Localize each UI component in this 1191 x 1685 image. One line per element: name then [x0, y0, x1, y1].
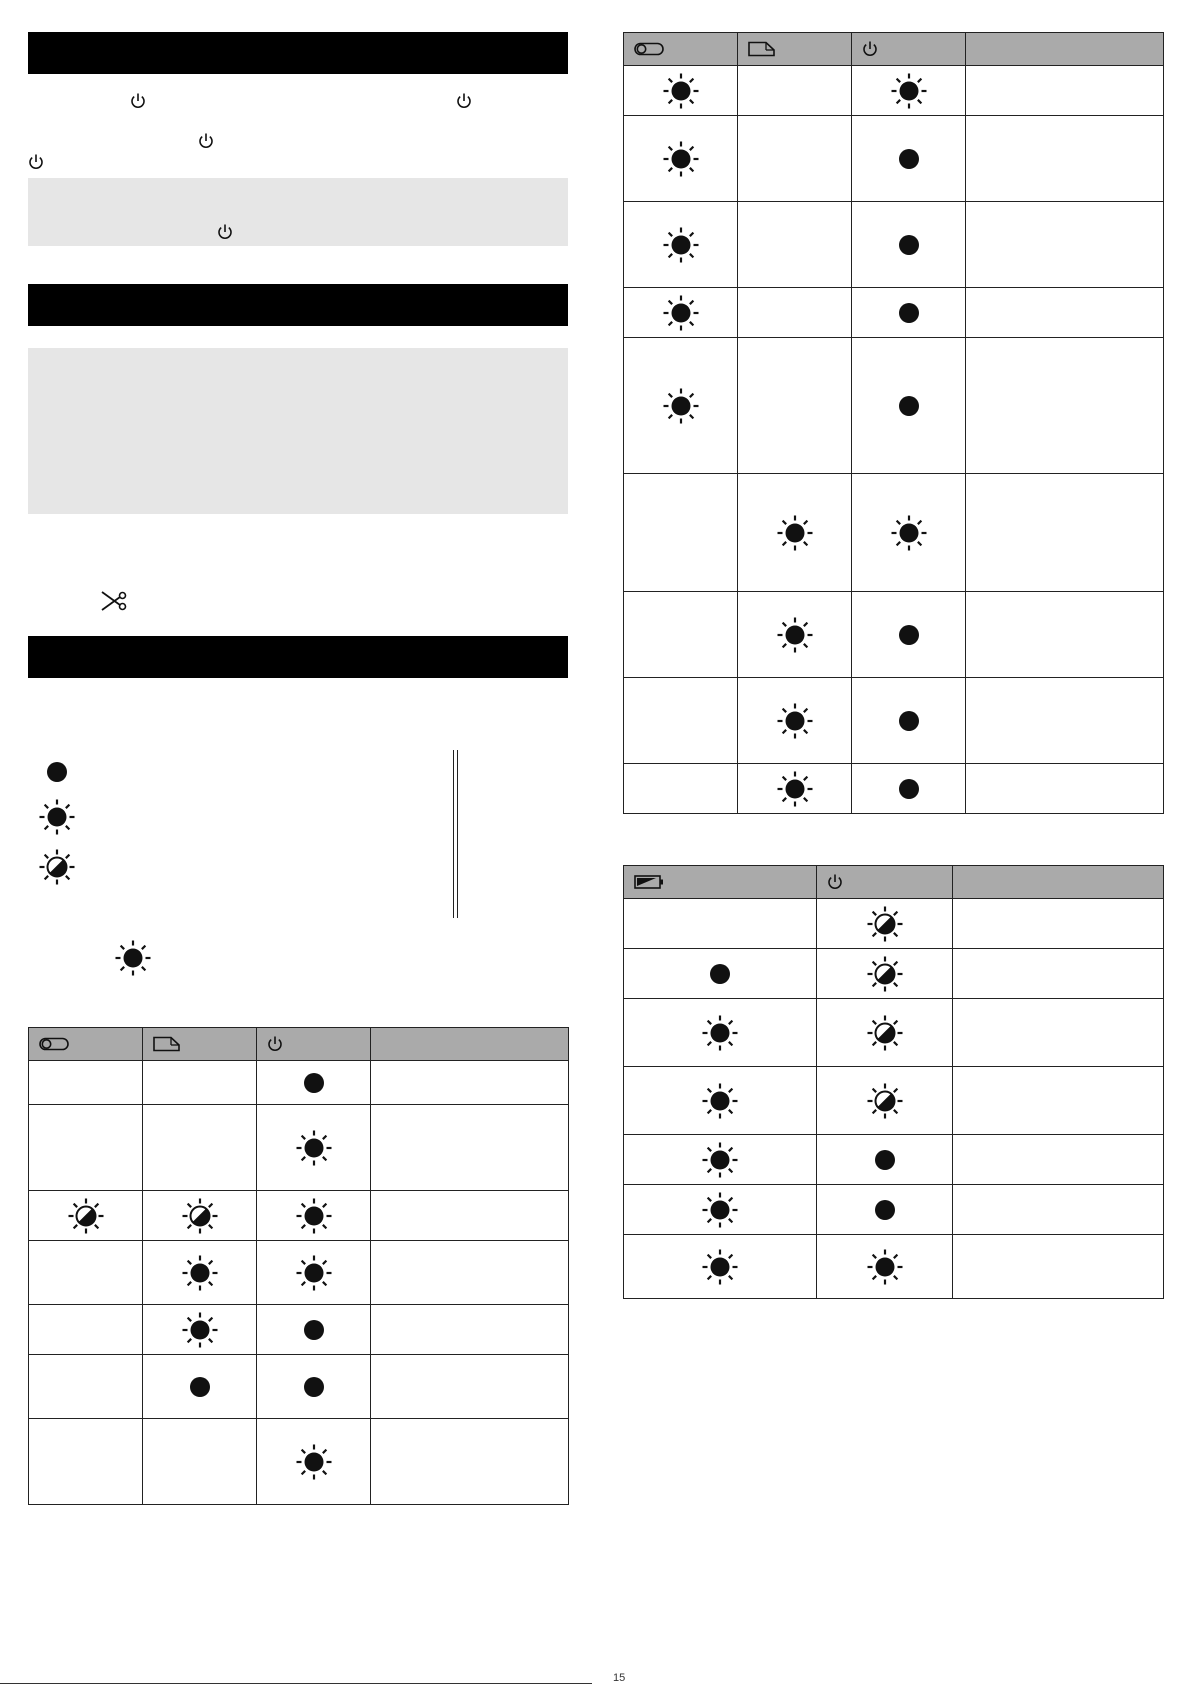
table-cell — [624, 288, 738, 338]
table-cell — [817, 1067, 953, 1135]
table-row — [624, 1067, 1164, 1135]
table-cell — [624, 592, 738, 678]
section-header-bar-2 — [28, 284, 568, 326]
label-led-icon — [153, 1036, 181, 1052]
col-header-power — [852, 33, 966, 66]
table-cell — [953, 899, 1164, 949]
table-cell — [738, 202, 852, 288]
table-row — [624, 764, 1164, 814]
led-flash-icon — [295, 1129, 333, 1167]
table-row — [624, 899, 1164, 949]
led-flash-icon — [890, 514, 928, 552]
col-header-label-led — [143, 1028, 257, 1061]
legend-divider — [453, 750, 458, 918]
table-cell — [371, 1419, 569, 1505]
table-row — [624, 1135, 1164, 1185]
led-flash-icon — [776, 514, 814, 552]
table-row — [624, 202, 1164, 288]
table-cell — [371, 1105, 569, 1191]
col-header-power — [257, 1028, 371, 1061]
battery-status-table — [623, 865, 1164, 1299]
table-cell — [143, 1419, 257, 1505]
table-cell — [966, 474, 1164, 592]
table-cell — [624, 116, 738, 202]
table-cell — [257, 1305, 371, 1355]
led-half-flash-icon — [866, 955, 904, 993]
footer-rule — [0, 1683, 592, 1684]
table-cell — [29, 1191, 143, 1241]
table-cell — [257, 1105, 371, 1191]
table-cell — [371, 1241, 569, 1305]
table-cell — [371, 1305, 569, 1355]
led-flash-icon — [295, 1254, 333, 1292]
led-solid-icon — [874, 1149, 896, 1171]
table-cell — [852, 764, 966, 814]
led-flash-icon — [662, 387, 700, 425]
table-cell — [624, 1067, 817, 1135]
table-cell — [852, 592, 966, 678]
table-cell — [817, 949, 953, 999]
table-cell — [738, 678, 852, 764]
table-row — [29, 1191, 569, 1241]
led-solid-icon — [898, 302, 920, 324]
led-status-table-left — [28, 1027, 569, 1505]
table-cell — [143, 1061, 257, 1105]
led-flash-icon — [295, 1197, 333, 1235]
table-cell — [817, 1185, 953, 1235]
table-cell — [817, 1235, 953, 1299]
col-header-description — [966, 33, 1164, 66]
led-solid-icon — [709, 963, 731, 985]
led-solid-icon — [303, 1072, 325, 1094]
table-cell — [852, 202, 966, 288]
table-cell — [624, 474, 738, 592]
label-led-icon — [748, 41, 776, 57]
table-cell — [29, 1419, 143, 1505]
status-led-icon — [634, 42, 664, 56]
led-flash-icon — [181, 1311, 219, 1349]
table-row — [624, 1185, 1164, 1235]
led-solid-icon — [874, 1199, 896, 1221]
power-icon — [130, 92, 146, 115]
table-cell — [29, 1355, 143, 1419]
led-solid-icon — [898, 148, 920, 170]
table-cell — [143, 1305, 257, 1355]
led-flash-icon — [662, 294, 700, 332]
led-solid-icon — [898, 395, 920, 417]
table-cell — [29, 1305, 143, 1355]
table-cell — [624, 999, 817, 1067]
col-header-status-led — [624, 33, 738, 66]
table-row — [624, 999, 1164, 1067]
table-cell — [817, 999, 953, 1067]
table-cell — [624, 899, 817, 949]
table-cell — [624, 1235, 817, 1299]
table-cell — [852, 288, 966, 338]
led-flash-icon — [662, 226, 700, 264]
table-cell — [738, 66, 852, 116]
table-cell — [852, 66, 966, 116]
table-cell — [257, 1241, 371, 1305]
power-icon — [217, 223, 233, 246]
table-cell — [953, 1235, 1164, 1299]
table-row — [624, 338, 1164, 474]
led-flash-icon — [114, 939, 152, 982]
table-cell — [624, 66, 738, 116]
led-flash-icon — [662, 140, 700, 178]
table-cell — [852, 678, 966, 764]
table-cell — [817, 1135, 953, 1185]
table-cell — [29, 1061, 143, 1105]
led-solid-icon — [898, 710, 920, 732]
status-led-icon — [39, 1037, 69, 1051]
table-cell — [257, 1419, 371, 1505]
section-header-bar-1 — [28, 32, 568, 74]
led-flash-icon — [701, 1082, 739, 1120]
table-row — [624, 474, 1164, 592]
table-cell — [738, 338, 852, 474]
table-cell — [371, 1355, 569, 1419]
led-solid-icon — [898, 234, 920, 256]
led-half-flash-icon — [67, 1197, 105, 1235]
page-number: 15 — [613, 1672, 626, 1684]
table-row — [29, 1305, 569, 1355]
table-row — [624, 66, 1164, 116]
led-solid-icon — [303, 1319, 325, 1341]
col-header-description — [953, 866, 1164, 899]
table-row — [29, 1061, 569, 1105]
battery-icon — [634, 874, 664, 890]
led-flash-icon — [776, 616, 814, 654]
led-flash-icon — [701, 1141, 739, 1179]
power-icon — [198, 132, 214, 155]
table-cell — [966, 678, 1164, 764]
col-header-power — [817, 866, 953, 899]
note-box-2 — [28, 348, 568, 514]
power-icon — [267, 1035, 283, 1053]
led-half-flash-icon — [866, 1082, 904, 1120]
table-cell — [966, 288, 1164, 338]
led-flash-icon — [295, 1443, 333, 1481]
table-cell — [966, 592, 1164, 678]
led-solid-icon — [46, 761, 68, 788]
table-cell — [624, 1185, 817, 1235]
led-flash-icon — [701, 1248, 739, 1286]
table-cell — [738, 116, 852, 202]
table-cell — [143, 1241, 257, 1305]
table-cell — [738, 474, 852, 592]
table-cell — [143, 1191, 257, 1241]
led-flash-icon — [701, 1014, 739, 1052]
table-row — [29, 1419, 569, 1505]
table-cell — [624, 764, 738, 814]
table-cell — [953, 999, 1164, 1067]
power-icon — [862, 40, 878, 58]
led-half-flash-icon — [866, 1014, 904, 1052]
table-cell — [257, 1061, 371, 1105]
power-icon — [28, 153, 44, 176]
table-cell — [852, 474, 966, 592]
table-row — [624, 592, 1164, 678]
table-row — [29, 1105, 569, 1191]
led-solid-icon — [303, 1376, 325, 1398]
col-header-status-led — [29, 1028, 143, 1061]
table-cell — [738, 764, 852, 814]
table-row — [624, 1235, 1164, 1299]
table-cell — [624, 678, 738, 764]
table-cell — [738, 592, 852, 678]
led-flash-icon — [38, 798, 76, 841]
led-solid-icon — [898, 624, 920, 646]
col-header-description — [371, 1028, 569, 1061]
led-solid-icon — [189, 1376, 211, 1398]
table-cell — [371, 1061, 569, 1105]
led-half-flash-icon — [181, 1197, 219, 1235]
table-row — [29, 1241, 569, 1305]
table-cell — [966, 202, 1164, 288]
led-flash-icon — [866, 1248, 904, 1286]
table-row — [624, 288, 1164, 338]
led-flash-icon — [776, 702, 814, 740]
table-cell — [966, 66, 1164, 116]
table-row — [624, 949, 1164, 999]
section-header-bar-3 — [28, 636, 568, 678]
table-row — [29, 1355, 569, 1419]
scissors-icon — [101, 591, 127, 616]
power-icon — [827, 873, 843, 891]
note-box-1 — [28, 178, 568, 246]
table-cell — [624, 1135, 817, 1185]
table-cell — [371, 1191, 569, 1241]
led-solid-icon — [898, 778, 920, 800]
table-cell — [624, 338, 738, 474]
table-row — [624, 678, 1164, 764]
table-cell — [257, 1191, 371, 1241]
led-flash-icon — [890, 72, 928, 110]
led-flash-icon — [181, 1254, 219, 1292]
table-cell — [966, 338, 1164, 474]
table-cell — [817, 899, 953, 949]
led-flash-icon — [701, 1191, 739, 1229]
led-half-flash-icon — [866, 905, 904, 943]
led-status-table-right — [623, 32, 1164, 814]
table-cell — [29, 1105, 143, 1191]
table-cell — [624, 202, 738, 288]
table-cell — [966, 764, 1164, 814]
col-header-label-led — [738, 33, 852, 66]
col-header-battery — [624, 866, 817, 899]
table-cell — [953, 1185, 1164, 1235]
table-cell — [953, 949, 1164, 999]
table-cell — [143, 1105, 257, 1191]
table-cell — [966, 116, 1164, 202]
table-cell — [953, 1135, 1164, 1185]
power-icon — [456, 92, 472, 115]
table-cell — [257, 1355, 371, 1419]
table-cell — [852, 338, 966, 474]
table-cell — [738, 288, 852, 338]
table-cell — [953, 1067, 1164, 1135]
led-flash-icon — [776, 770, 814, 808]
table-cell — [143, 1355, 257, 1419]
table-cell — [852, 116, 966, 202]
led-half-flash-icon — [38, 848, 76, 891]
table-cell — [29, 1241, 143, 1305]
table-row — [624, 116, 1164, 202]
led-flash-icon — [662, 72, 700, 110]
table-cell — [624, 949, 817, 999]
